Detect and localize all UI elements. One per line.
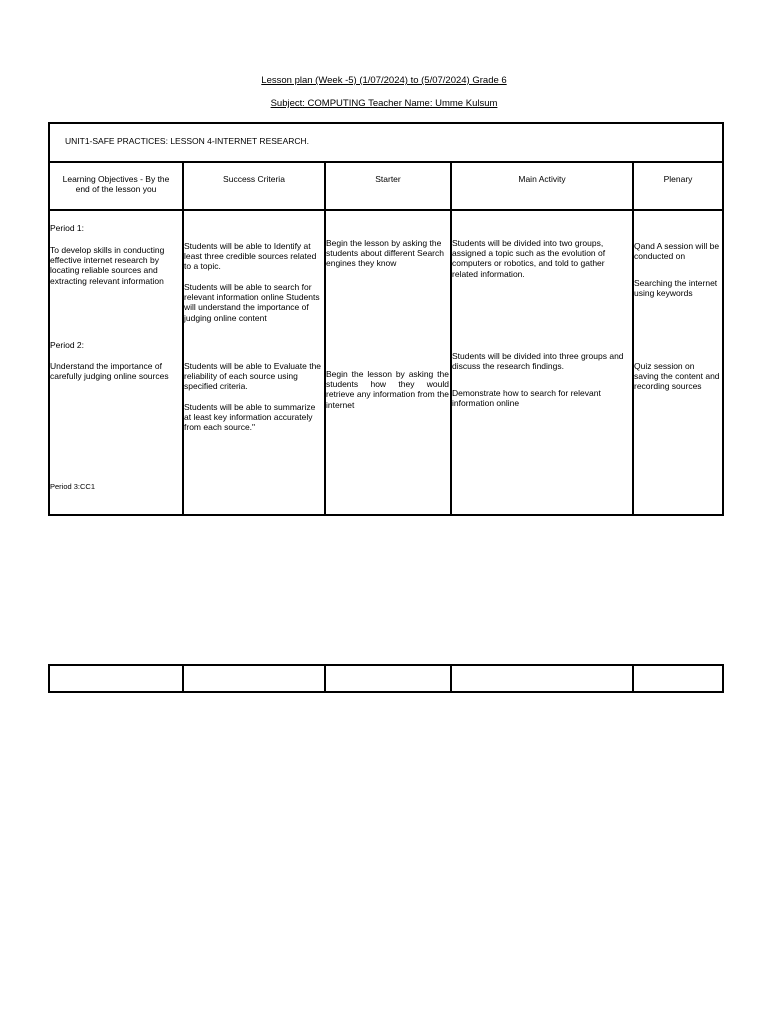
period-1-objective: To develop skills in conducting effective internet research by locating reliable sources and extracting relevant information (50, 245, 165, 286)
column-header-starter: Starter (375, 174, 401, 184)
column-header (183, 162, 325, 210)
main-activity-cell (451, 210, 633, 515)
plenary-item: Searching the internet using keywords (634, 278, 718, 299)
main-activity-item: Demonstrate how to search for relevant information online (452, 388, 601, 409)
objectives-cell (49, 210, 183, 515)
main-activity-item: Students will be divided into two groups, assigned a topic such as the evolution of computers or robotics, and told to gather related information. (452, 238, 606, 279)
success-criterion: Students will be able to Identify at least three credible sources related to a topic. (184, 241, 317, 272)
success-criterion: Students will be able to summarize at least key information accurately from each source." (184, 402, 316, 433)
column-header (325, 162, 451, 210)
period-2-objective: Understand the importance of carefully judging online sources (50, 361, 169, 382)
empty-cell (325, 665, 451, 692)
column-header-plenary: Plenary (663, 174, 693, 184)
empty-table (48, 664, 724, 693)
starter-activity: Begin the lesson by asking the students about different Search engines they know (326, 238, 444, 269)
empty-cell (49, 665, 183, 692)
success-criteria-cell (183, 210, 325, 515)
column-header (633, 162, 723, 210)
empty-cell (633, 665, 723, 692)
column-header-success: Success Criteria (223, 174, 285, 184)
column-header-main-activity: Main Activity (518, 174, 566, 184)
subject-teacher-heading: Subject: COMPUTING Teacher Name: Umme Kulsum (270, 98, 498, 109)
plenary-item: Quiz session on saving the content and recording sources (634, 361, 720, 392)
success-criterion: Students will be able to Evaluate the reliability of each source using specified criteria. (184, 361, 322, 392)
period-3-label: Period 3:CC1 (50, 482, 96, 491)
unit-title: UNIT1-SAFE PRACTICES: LESSON 4-INTERNET RESEARCH. (65, 136, 310, 146)
lesson-plan-table (48, 122, 724, 516)
unit-title-cell (49, 123, 723, 162)
column-header-objectives: Learning Objectives - By the end of the lesson you (62, 174, 170, 195)
empty-cell (451, 665, 633, 692)
period-1-label: Period 1: (50, 223, 85, 233)
period-2-label: Period 2: (50, 340, 85, 350)
column-header (451, 162, 633, 210)
column-header (49, 162, 183, 210)
empty-cell (183, 665, 325, 692)
starter-activity: Begin the lesson by asking the students how they would retrieve any information from the internet (326, 369, 449, 410)
lesson-plan-heading: Lesson plan (Week -5) (1/07/2024) to (5/07/2024) Grade 6 (261, 75, 507, 86)
main-activity-item: Students will be divided into three groups and discuss the research findings. (452, 351, 624, 372)
plenary-item: Qand A session will be conducted on (634, 241, 720, 262)
success-criterion: Students will be able to search for relevant information online Students will understand the importance of judging online content (184, 282, 320, 323)
plenary-cell (633, 210, 723, 515)
starter-cell (325, 210, 451, 515)
